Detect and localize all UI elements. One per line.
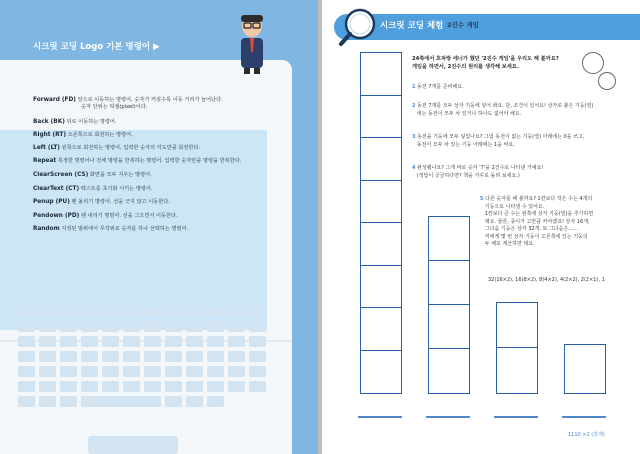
keyboard-key [228, 351, 245, 362]
mascot-illustration [235, 12, 269, 74]
keyboard-key [60, 396, 77, 407]
keyboard-key [102, 366, 119, 377]
step-1: 1 동전 7개를 준비해요. [412, 84, 464, 90]
keyboard-key [144, 306, 161, 317]
keyboard-key [249, 366, 266, 377]
keyboard-key [60, 336, 77, 347]
intro-text: 24쪽에서 호파랑 에너가 했던 '2진수 게임'을 우리도 해 볼까요? 게임을 하면서, 2진수의 원리를 생각해 보세요. [412, 56, 559, 70]
keyboard-key [165, 396, 182, 407]
keyboard-key [228, 321, 245, 332]
keyboard-key [123, 351, 140, 362]
right-banner-subtitle: 2진수 게임 [447, 21, 479, 29]
keyboard-key [18, 396, 35, 407]
keyboard-key [249, 306, 266, 317]
answer-line [426, 416, 470, 418]
keyboard-key [123, 366, 140, 377]
keyboard-key [144, 351, 161, 362]
command-back: Back (BK) 뒤로 이동하는 명령어. [33, 119, 117, 125]
keyboard-key [165, 336, 182, 347]
keyboard-key [102, 381, 119, 392]
keyboard-key [81, 321, 98, 332]
answer-line [494, 416, 538, 418]
right-banner-title: 시크릿 코딩 체험 [380, 21, 444, 31]
keyboard-key [249, 381, 266, 392]
keyboard-key [60, 351, 77, 362]
box-column-1 [564, 344, 606, 394]
keyboard-key [18, 366, 35, 377]
keyboard-key [207, 321, 224, 332]
keyboard-key [102, 336, 119, 347]
keyboard-key [207, 381, 224, 392]
keyboard-key [60, 306, 77, 317]
keyboard-key [18, 306, 35, 317]
keyboard-key [39, 351, 56, 362]
command-clearscreen: ClearScreen (CS) 화면을 모두 지우는 명령어. [33, 172, 152, 178]
keyboard-key [228, 336, 245, 347]
keyboard-key [18, 381, 35, 392]
keyboard-key [165, 321, 182, 332]
keyboard-key [39, 306, 56, 317]
command-right: Right (RT) 오른쪽으로 회전하는 명령어. [33, 132, 133, 138]
command-cleartext: ClearText (CT) 텍스트를 초기화 시키는 명령어. [33, 186, 153, 192]
keyboard-key [102, 306, 119, 317]
keyboard-key [144, 321, 161, 332]
keyboard-key [81, 381, 98, 392]
keyboard-key [207, 336, 224, 347]
left-page-title: 시크릿 코딩 Logo 기본 명령어 ▶ [33, 42, 160, 52]
laptop-trackpad [88, 436, 178, 454]
keyboard-key [102, 351, 119, 362]
keyboard-key [18, 336, 35, 347]
step-5: 5 다른 숫자를 해 볼까요? 1칸보다 작은 수는 4개의 기둥으로 나타낼 수 있어요. 1칸보다 큰 수는 왼쪽에 상자 기둥(열)을 추가하면 돼요. 물론, 종이가 고만큼 커야겠죠! 상자 16개, 그다음 기둥은 상자 32개, 또 그다음은…… 저에게 몇 번 상자 기둥이 오른쪽에 있는 기둥의 두 배로 계산하면 돼요. [480, 196, 594, 247]
keyboard-key [165, 366, 182, 377]
keyboard-key [186, 396, 203, 407]
answer-line [358, 416, 402, 418]
keyboard-key [81, 366, 98, 377]
keyboard-key [186, 321, 203, 332]
keyboard-key [123, 321, 140, 332]
keyboard-key [249, 321, 266, 332]
coin-icon [582, 52, 604, 74]
coin-icon [598, 72, 616, 90]
keyboard-key [165, 351, 182, 362]
keyboard-key [144, 366, 161, 377]
keyboard-key [39, 396, 56, 407]
keyboard-key [186, 366, 203, 377]
keyboard-key [81, 306, 98, 317]
page-number: 1110 ×2 (휴게) [568, 432, 605, 438]
answer-line [562, 416, 606, 418]
keyboard-key [249, 351, 266, 362]
keyboard-key [123, 306, 140, 317]
keyboard-key [165, 381, 182, 392]
keyboard-key [39, 366, 56, 377]
keyboard-key [18, 321, 35, 332]
command-left: Left (LT) 왼쪽으로 회전하는 명령어, 입력한 숫자의 각도만큼 회전한다. [33, 145, 201, 151]
box-column-8 [360, 52, 402, 394]
keyboard-key [60, 321, 77, 332]
keyboard-key [207, 306, 224, 317]
command-random: Random 지정된 범위에서 무작위로 숫자를 하나 선택하는 명령어. [33, 226, 189, 232]
keyboard-key [102, 321, 119, 332]
keyboard-key [207, 396, 224, 407]
keyboard-key [186, 351, 203, 362]
command-penup: Penup (PU) 펜 올리기 명령어. 선을 긋지 않고 이동한다. [33, 199, 170, 205]
keyboard-key [81, 351, 98, 362]
keyboard-key [123, 381, 140, 392]
keyboard-key [249, 336, 266, 347]
keyboard-key [39, 336, 56, 347]
keyboard-key [207, 351, 224, 362]
keyboard-key [60, 366, 77, 377]
keyboard-key [207, 366, 224, 377]
keyboard-key [228, 306, 245, 317]
step-4: 4 완성됐나요? 그게 바로 숫자 '7'을 2진수로 나타낸 거예요! (정답이 궁금하다면? 책을 거꾸로 돌려 보세요.) [412, 165, 544, 179]
keyboard-key [81, 336, 98, 347]
keyboard-key [186, 381, 203, 392]
keyboard-key [228, 366, 245, 377]
keyboard-key [81, 396, 161, 407]
step-3: 3 동전을 기둥에 모두 넣었나요? 그럼 동전이 없는 기둥(열) 아래에는 0을 쓰고, 동전이 모두 차 있는 기둥 아래에는 1을 써요. [412, 134, 585, 148]
box-column-4 [428, 216, 470, 394]
keyboard-key [39, 381, 56, 392]
keyboard-key [18, 351, 35, 362]
keyboard-key [123, 336, 140, 347]
keyboard-key [165, 306, 182, 317]
keyboard-key [228, 381, 245, 392]
magnifier-icon [338, 6, 380, 48]
step-2: 2 동전 7개를 모두 상자 기둥에 넣어 봐요. 단, 조건이 있어요! 상자로 붙은 기둥(열) 에는 동전이 모두 차 있거나 하나도 없어야 해요. [412, 103, 594, 117]
keyboard-key [144, 336, 161, 347]
keyboard-key [144, 381, 161, 392]
box-column-2 [496, 302, 538, 394]
keyboard-key [39, 321, 56, 332]
formula-text: 32(16×2), 16(8×2), 8(4×2), 4(2×2), 2(2×1), 1 [488, 277, 605, 283]
keyboard-key [186, 306, 203, 317]
command-repeat: Repeat 특정한 명령어나 전체 명령을 반복하는 명령어. 입력한 숫자만큼 명령을 반복한다. [33, 158, 242, 164]
command-pendown: Pendown (PD) 펜 내리기 명령어. 선을 그으면서 이동한다. [33, 213, 178, 219]
keyboard-key [60, 381, 77, 392]
command-forward: Forward (FD) 앞으로 이동하는 명령어, 숫자가 커질수록 이동 거리가 늘어난다. 숫자 단위는 픽셀(pixel)이다. [33, 97, 223, 110]
keyboard-key [186, 336, 203, 347]
